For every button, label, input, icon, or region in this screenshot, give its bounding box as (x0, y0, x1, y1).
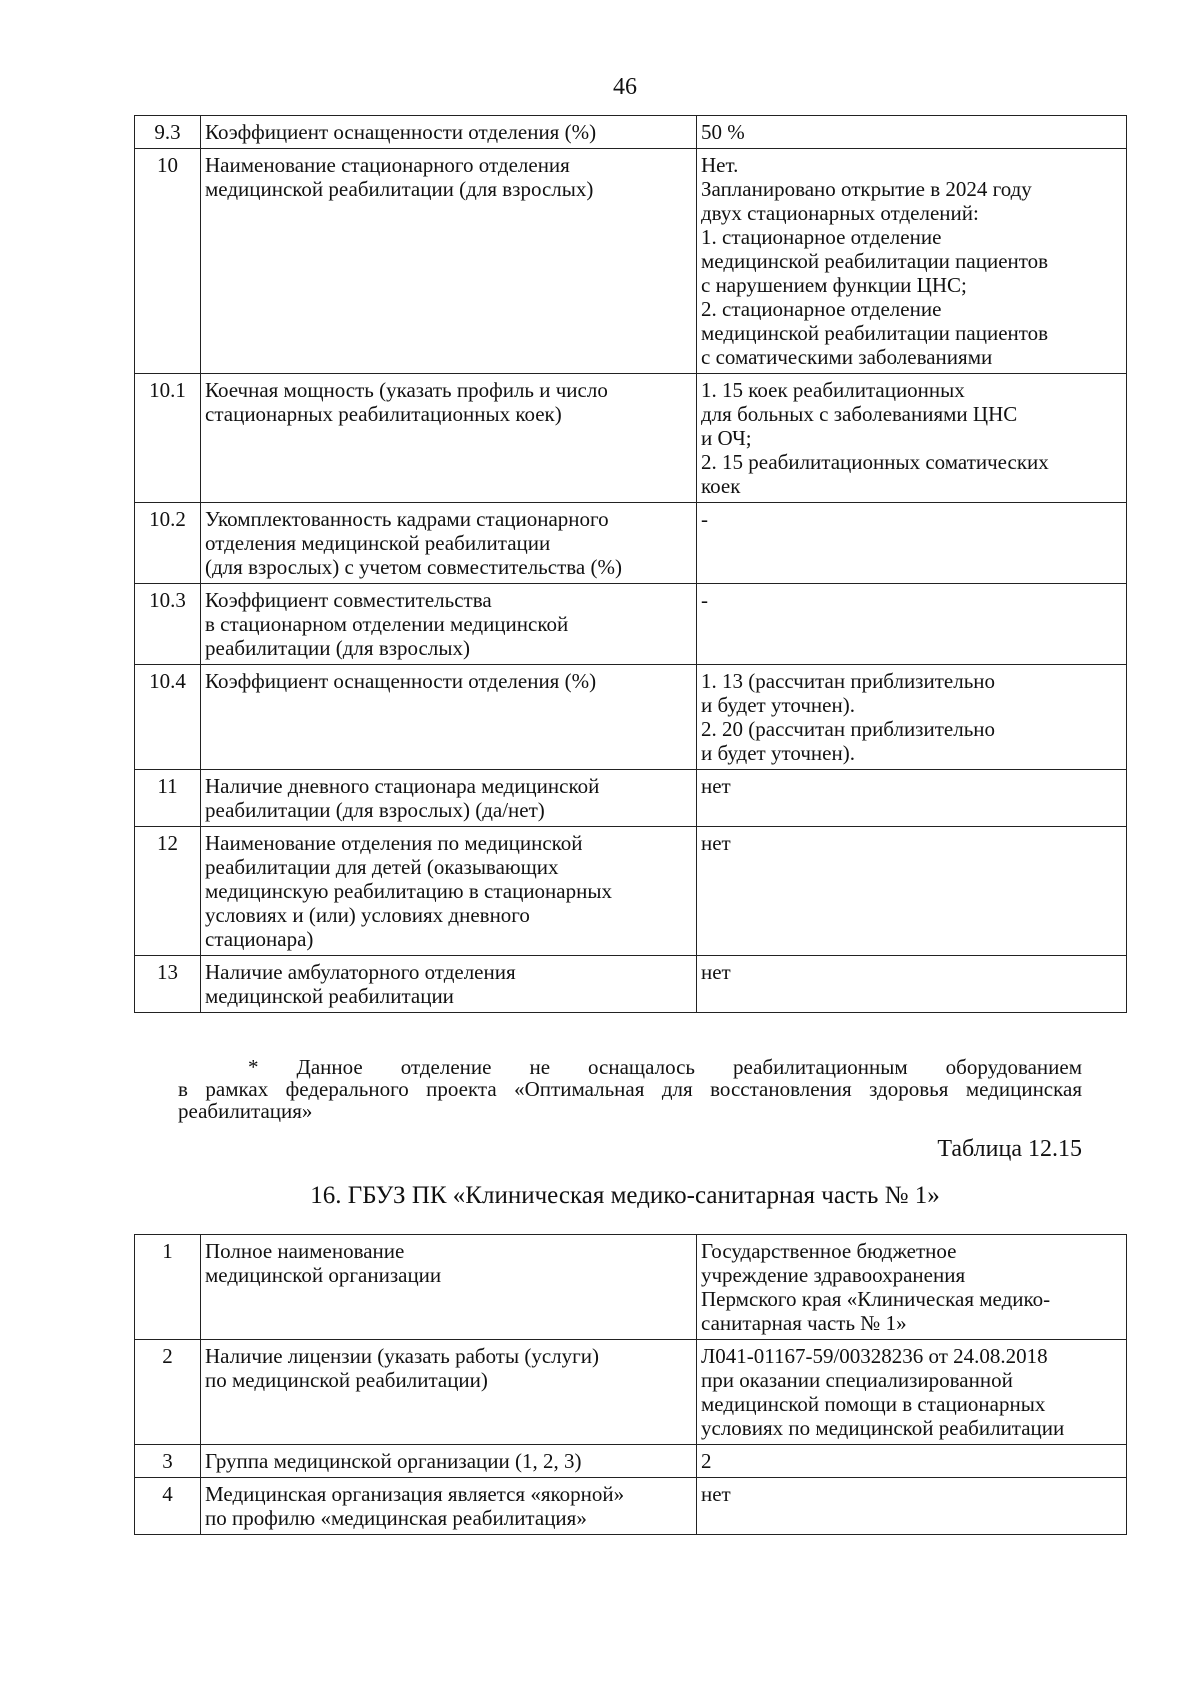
row-parameter: Наличие лицензии (указать работы (услуги) по медицинской реабилитации) (201, 1340, 697, 1445)
table-row (135, 827, 1127, 956)
table-row (135, 503, 1127, 584)
table-row (135, 116, 1127, 149)
row-value: нет (697, 770, 1127, 827)
row-parameter: Коэффициент оснащенности отделения (%) (201, 665, 697, 770)
footnote (178, 1056, 1082, 1122)
footnote-line-2: в рамках федерального проекта «Оптимальная для восстановления здоровья медицинская реабилитация» (178, 1077, 1082, 1123)
row-number: 2 (135, 1340, 201, 1445)
page-number: 46 (613, 74, 637, 100)
row-value: нет (697, 1478, 1127, 1535)
row-value: Государственное бюджетное учреждение здравоохранения Пермского края «Клиническая медико- санитарная часть № 1» (697, 1235, 1127, 1340)
row-number: 10.1 (135, 374, 201, 503)
table-row (135, 956, 1127, 1013)
row-value: - (697, 584, 1127, 665)
section-title: 16. ГБУЗ ПК «Клиническая медико-санитарная часть № 1» (310, 1182, 940, 1209)
row-number: 9.3 (135, 116, 201, 149)
row-value: Нет. Запланировано открытие в 2024 году двух стационарных отделений: 1. стационарное отделение медицинской реабилитации пациентов с нарушением функции ЦНС; 2. стационарное отделение медицинской реабилитации пациентов с соматическими заболеваниями (697, 149, 1127, 374)
row-parameter: Медицинская организация является «якорной» по профилю «медицинская реабилитация» (201, 1478, 697, 1535)
row-value: нет (697, 827, 1127, 956)
row-value: - (697, 503, 1127, 584)
row-parameter: Наличие амбулаторного отделения медицинской реабилитации (201, 956, 697, 1013)
table-row (135, 584, 1127, 665)
row-number: 13 (135, 956, 201, 1013)
row-parameter: Наименование отделения по медицинской реабилитации для детей (оказывающих медицинскую реабилитацию в стационарных условиях и (или) условиях дневного стационара) (201, 827, 697, 956)
row-value: 2 (697, 1445, 1127, 1478)
row-value: Л041-01167-59/00328236 от 24.08.2018 при оказании специализированной медицинской помощи в стационарных условиях по медицинской реабилитации (697, 1340, 1127, 1445)
row-value: нет (697, 956, 1127, 1013)
row-parameter: Группа медицинской организации (1, 2, 3) (201, 1445, 697, 1478)
table-row (135, 1478, 1127, 1535)
row-value: 50 % (697, 116, 1127, 149)
row-parameter: Наименование стационарного отделения медицинской реабилитации (для взрослых) (201, 149, 697, 374)
table-row (135, 1235, 1127, 1340)
row-value: 1. 15 коек реабилитационных для больных с заболеваниями ЦНС и ОЧ; 2. 15 реабилитационных соматических коек (697, 374, 1127, 503)
table-row (135, 1445, 1127, 1478)
table-row (135, 374, 1127, 503)
row-number: 10.4 (135, 665, 201, 770)
table-caption: Таблица 12.15 (937, 1136, 1082, 1162)
organization-table (134, 1234, 1127, 1535)
row-number: 10.2 (135, 503, 201, 584)
table-row (135, 665, 1127, 770)
row-parameter: Наличие дневного стационара медицинской реабилитации (для взрослых) (да/нет) (201, 770, 697, 827)
indicators-table (134, 115, 1127, 1013)
footnote-line-1: * Данное отделение не оснащалось реабилитационным оборудованием (248, 1055, 1082, 1079)
row-number: 12 (135, 827, 201, 956)
row-parameter: Коэффициент совместительства в стационарном отделении медицинской реабилитации (для взрослых) (201, 584, 697, 665)
table-row (135, 1340, 1127, 1445)
row-number: 4 (135, 1478, 201, 1535)
table-row (135, 770, 1127, 827)
row-number: 10.3 (135, 584, 201, 665)
row-number: 10 (135, 149, 201, 374)
row-number: 3 (135, 1445, 201, 1478)
row-parameter: Коэффициент оснащенности отделения (%) (201, 116, 697, 149)
row-number: 11 (135, 770, 201, 827)
row-value: 1. 13 (рассчитан приблизительно и будет уточнен). 2. 20 (рассчитан приблизительно и будет уточнен). (697, 665, 1127, 770)
row-number: 1 (135, 1235, 201, 1340)
row-parameter: Коечная мощность (указать профиль и число стационарных реабилитационных коек) (201, 374, 697, 503)
table-row (135, 149, 1127, 374)
row-parameter: Укомплектованность кадрами стационарного отделения медицинской реабилитации (для взрослых) с учетом совместительства (%) (201, 503, 697, 584)
row-parameter: Полное наименование медицинской организации (201, 1235, 697, 1340)
